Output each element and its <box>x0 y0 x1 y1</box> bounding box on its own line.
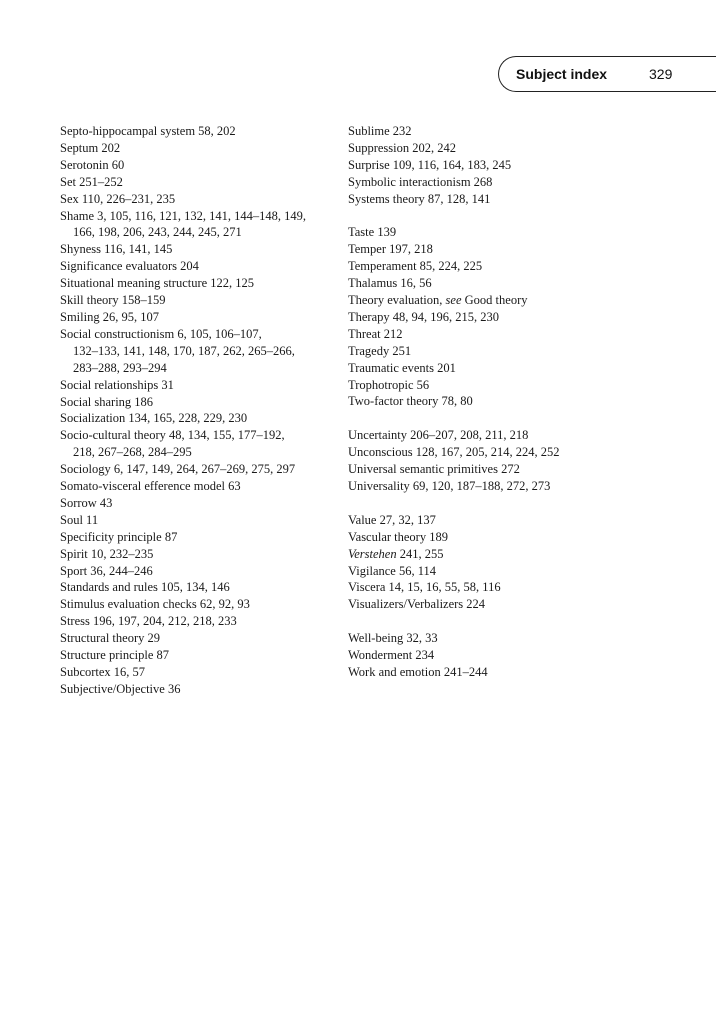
entry-line: Shame 3, 105, 116, 121, 132, 141, 144–148, 149, <box>60 208 307 223</box>
entry-systems-theory <box>348 191 648 208</box>
entry-line: 166, 198, 206, 243, 244, 245, 271 <box>73 225 242 240</box>
entry-significance-evaluators <box>60 258 340 275</box>
entry-stress <box>60 613 340 630</box>
entry-line: Smiling 26, 95, 107 <box>60 309 159 324</box>
entry-line: Stimulus evaluation checks 62, 92, 93 <box>60 597 250 612</box>
entry-standards <box>60 579 340 596</box>
entry-line: Skill theory 158–159 <box>60 293 166 308</box>
entry-tragedy <box>348 343 648 360</box>
entry-specificity <box>60 529 340 546</box>
entry-value <box>348 512 648 529</box>
entry-line: Wonderment 234 <box>348 648 435 663</box>
entry-sorrow <box>60 495 340 512</box>
entry-sex <box>60 191 340 208</box>
entry-line: Septum 202 <box>60 140 121 155</box>
entry-skill-theory <box>60 292 340 309</box>
entry-universal-semantic <box>348 461 648 478</box>
entry-situational-meaning <box>60 275 340 292</box>
entry-wonderment <box>348 647 648 664</box>
entry-sport <box>60 563 340 580</box>
entry-traumatic-events <box>348 360 648 377</box>
entry-line: Spirit 10, 232–235 <box>60 546 154 561</box>
entry-line: Trophotropic 56 <box>348 377 430 392</box>
entry-structural-theory <box>60 630 340 647</box>
entry-taste <box>348 224 648 241</box>
entry-line: Significance evaluators 204 <box>60 259 199 274</box>
entry-part: 241, 255 <box>396 546 444 561</box>
entry-line: Sex 110, 226–231, 235 <box>60 191 176 206</box>
entry-line: Social sharing 186 <box>60 394 154 409</box>
entry-thalamus <box>348 275 648 292</box>
entry-line: Traumatic events 201 <box>348 360 456 375</box>
entry-line: Systems theory 87, 128, 141 <box>348 191 491 206</box>
entry-line: Visualizers/Verbalizers 224 <box>348 597 486 612</box>
entry-verstehen <box>348 546 648 563</box>
entry-theory-evaluation <box>348 292 648 309</box>
entry-line: Universal semantic primitives 272 <box>348 462 520 477</box>
entry-line: Tragedy 251 <box>348 343 412 358</box>
entry-line: Sociology 6, 147, 149, 264, 267–269, 275, 297 <box>60 462 296 477</box>
entry-vigilance <box>348 563 648 580</box>
entry-work-and-emotion <box>348 664 648 681</box>
entry-line: Temperament 85, 224, 225 <box>348 259 483 274</box>
group-spacer <box>348 410 648 427</box>
entry-temperament <box>348 258 648 275</box>
entry-line: Well-being 32, 33 <box>348 631 438 646</box>
entry-threat <box>348 326 648 343</box>
entry-line: Social constructionism 6, 105, 106–107, <box>60 326 262 341</box>
entry-social-sharing <box>60 394 340 411</box>
entry-line: 218, 267–268, 284–295 <box>73 445 192 460</box>
entry-symbolic-interactionism <box>348 174 648 191</box>
entry-italic-part: see <box>445 293 462 308</box>
entry-line: Set 251–252 <box>60 174 123 189</box>
entry-part: Good theory <box>461 293 528 308</box>
running-head <box>498 56 716 92</box>
entry-line: 132–133, 141, 148, 170, 187, 262, 265–266, <box>73 343 295 358</box>
group-spacer <box>348 613 648 630</box>
entry-line: Surprise 109, 116, 164, 183, 245 <box>348 157 512 172</box>
entry-line: Standards and rules 105, 134, 146 <box>60 580 230 595</box>
entry-social-constructionism <box>60 326 340 377</box>
entry-line: Socialization 134, 165, 228, 229, 230 <box>60 411 248 426</box>
entry-suppression <box>348 140 648 157</box>
entry-line: Soul 11 <box>60 512 99 527</box>
entry-line: Work and emotion 241–244 <box>348 664 488 679</box>
entry-line: Stress 196, 197, 204, 212, 218, 233 <box>60 614 237 629</box>
entry-line: Serotonin 60 <box>60 157 125 172</box>
entry-stimulus-evaluation <box>60 596 340 613</box>
entry-line: Temper 197, 218 <box>348 242 433 257</box>
entry-line: Septo-hippocampal system 58, 202 <box>60 124 236 138</box>
entry-line: Therapy 48, 94, 196, 215, 230 <box>348 309 500 324</box>
entry-line: Social relationships 31 <box>60 377 174 392</box>
entry-universality <box>348 478 648 495</box>
entry-viscera <box>348 579 648 596</box>
entry-line: Universality 69, 120, 187–188, 272, 273 <box>348 479 551 493</box>
entry-sociology <box>60 461 340 478</box>
entry-line: Uncertainty 206–207, 208, 211, 218 <box>348 428 529 443</box>
entry-sublime <box>348 123 648 140</box>
entry-line: Suppression 202, 242 <box>348 140 456 155</box>
entry-line: Sport 36, 244–246 <box>60 563 153 578</box>
entry-somato-visceral <box>60 478 340 495</box>
entry-shame <box>60 208 340 242</box>
entry-line: Shyness 116, 141, 145 <box>60 242 173 257</box>
entry-septo-hippocampal <box>60 123 340 140</box>
entry-line: Socio-cultural theory 48, 134, 155, 177–192, <box>60 428 285 443</box>
entry-line: Symbolic interactionism 268 <box>348 174 493 189</box>
entry-line: Unconscious 128, 167, 205, 214, 224, 252 <box>348 445 560 460</box>
entry-surprise <box>348 157 648 174</box>
entry-set <box>60 174 340 191</box>
entry-line: Value 27, 32, 137 <box>348 512 436 527</box>
index-column-left <box>60 123 340 698</box>
entry-line: Structural theory 29 <box>60 631 160 646</box>
entry-social-relationships <box>60 377 340 394</box>
entry-spirit <box>60 546 340 563</box>
entry-two-factor <box>348 393 648 410</box>
entry-shyness <box>60 241 340 258</box>
entry-socio-cultural <box>60 427 340 461</box>
entry-line: 283–288, 293–294 <box>73 360 167 375</box>
entry-line: Situational meaning structure 122, 125 <box>60 276 255 291</box>
entry-smiling <box>60 309 340 326</box>
entry-structure-principle <box>60 647 340 664</box>
entry-soul <box>60 512 340 529</box>
entry-socialization <box>60 410 340 427</box>
entry-subcortex <box>60 664 340 681</box>
entry-line: Vigilance 56, 114 <box>348 563 437 578</box>
entry-uncertainty <box>348 427 648 444</box>
entry-line: Thalamus 16, 56 <box>348 276 432 291</box>
group-spacer <box>348 208 648 225</box>
entry-therapy <box>348 309 648 326</box>
entry-visualizers <box>348 596 648 613</box>
entry-unconscious <box>348 444 648 461</box>
page-number: 329 <box>649 66 673 82</box>
group-spacer <box>348 495 648 512</box>
entry-trophotropic <box>348 377 648 394</box>
entry-line: Viscera 14, 15, 16, 55, 58, 116 <box>348 580 501 595</box>
entry-temper <box>348 241 648 258</box>
entry-serotonin <box>60 157 340 174</box>
entry-italic-part: Verstehen <box>348 546 397 561</box>
running-head-title: Subject index <box>516 66 608 82</box>
index-column-right <box>348 123 648 681</box>
entry-line: Subcortex 16, 57 <box>60 665 146 679</box>
entry-septum <box>60 140 340 157</box>
entry-line: Sublime 232 <box>348 124 412 138</box>
entry-line: Sorrow 43 <box>60 495 113 510</box>
entry-line: Taste 139 <box>348 225 397 240</box>
entry-line: Threat 212 <box>348 326 403 341</box>
entry-part: Theory evaluation, <box>348 293 446 308</box>
entry-vascular-theory <box>348 529 648 546</box>
entry-subjective-objective <box>60 681 340 698</box>
entry-line: Vascular theory 189 <box>348 529 448 544</box>
entry-line: Somato-visceral efference model 63 <box>60 479 241 494</box>
entry-well-being <box>348 630 648 647</box>
entry-line: Subjective/Objective 36 <box>60 681 181 696</box>
entry-line: Structure principle 87 <box>60 648 169 663</box>
entry-line: Specificity principle 87 <box>60 529 178 544</box>
entry-line: Two-factor theory 78, 80 <box>348 394 473 409</box>
